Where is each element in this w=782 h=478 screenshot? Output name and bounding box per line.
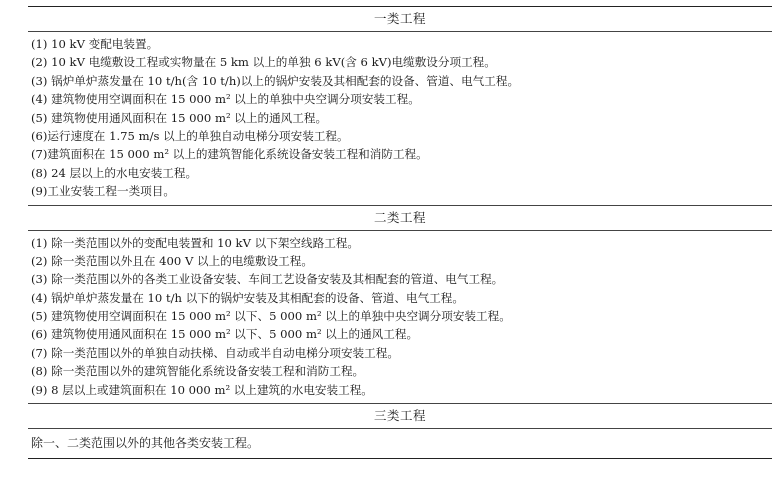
list-item: (3) 除一类范围以外的各类工业设备安装、车间工艺设备安装及其相配套的管道、电气工程。 (31, 272, 504, 287)
section-3-items (28, 429, 772, 458)
list-item: (4) 建筑物使用空调面积在 15 000 m² 以上的单独中央空调分项安装工程。 (31, 92, 420, 107)
section-1-title: 一类工程 (28, 7, 772, 32)
section-2-items (28, 231, 772, 404)
classification-table (28, 6, 772, 459)
list-item: (6)运行速度在 1.75 m/s 以上的单独自动电梯分项安装工程。 (31, 128, 349, 143)
list-item: (1) 除一类范围以外的变配电装置和 10 kV 以下架空线路工程。 (31, 235, 359, 250)
list-item: (5) 建筑物使用空调面积在 15 000 m² 以下、5 000 m² 以上的单独中央空调分项安装工程。 (31, 309, 511, 324)
list-item: (9)工业安装工程一类项目。 (31, 184, 175, 199)
list-item: (5) 建筑物使用通风面积在 15 000 m² 以上的通风工程。 (31, 110, 328, 125)
list-item: (3) 锅炉单炉蒸发量在 10 t/h(含 10 t/h)以上的锅炉安装及其相配套的设备、管道、电气工程。 (31, 73, 520, 88)
list-item: (7) 除一类范围以外的单独自动扶梯、自动或半自动电梯分项安装工程。 (31, 345, 399, 360)
section-2-title: 二类工程 (28, 205, 772, 231)
list-item: 除一、二类范围以外的其他各类安装工程。 (31, 436, 260, 451)
section-3-title: 三类工程 (28, 403, 772, 429)
list-item: (4) 锅炉单炉蒸发量在 10 t/h 以下的锅炉安装及其相配套的设备、管道、电气工程。 (31, 290, 464, 305)
list-item: (2) 10 kV 电缆敷设工程或实物量在 5 km 以上的单独 6 kV(含 6 kV)电缆敷设分项工程。 (31, 55, 496, 70)
list-item: (7)建筑面积在 15 000 m² 以上的建筑智能化系统设备安装工程和消防工程。 (31, 147, 428, 162)
list-item: (2) 除一类范围以外且在 400 V 以上的电缆敷设工程。 (31, 253, 313, 268)
list-item: (9) 8 层以上或建筑面积在 10 000 m² 以上建筑的水电安装工程。 (31, 382, 373, 397)
list-item: (1) 10 kV 变配电装置。 (31, 37, 159, 51)
list-item: (8) 24 层以上的水电安装工程。 (31, 165, 198, 180)
section-1-items (28, 32, 772, 205)
list-item: (8) 除一类范围以外的建筑智能化系统设备安装工程和消防工程。 (31, 364, 365, 379)
list-item: (6) 建筑物使用通风面积在 15 000 m² 以下、5 000 m² 以上的通风工程。 (31, 327, 419, 342)
